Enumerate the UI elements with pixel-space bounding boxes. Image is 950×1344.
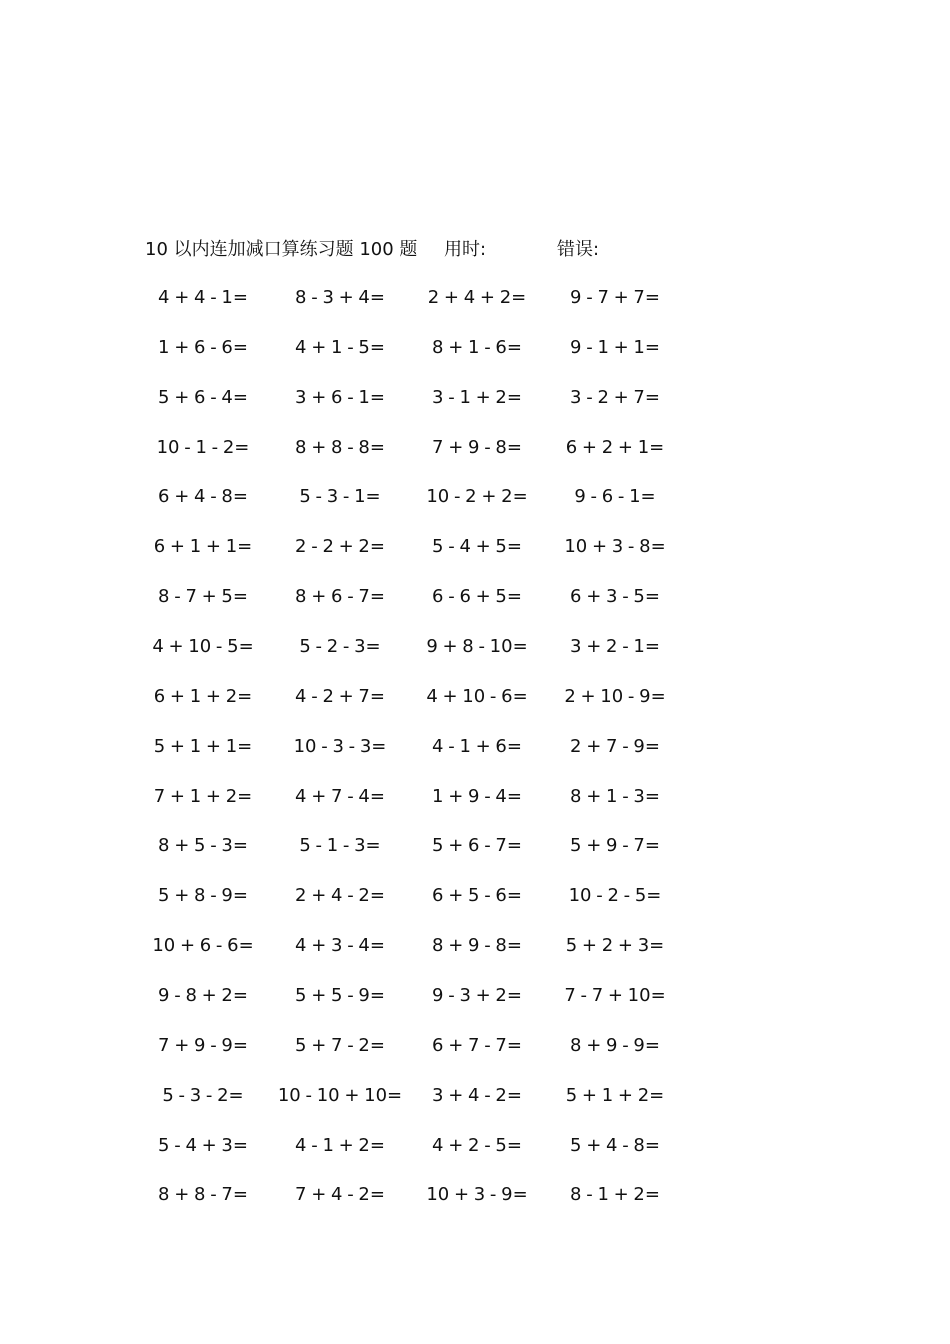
problem-item: 4 - 1 + 6= (432, 735, 522, 757)
problem-item: 4 + 4 - 1= (158, 287, 248, 308)
problem-row (0, 333, 950, 363)
problem-item: 5 - 3 - 2= (162, 1084, 244, 1106)
problem-row (0, 881, 950, 911)
problem-row (0, 1131, 950, 1161)
problem-item: 4 + 7 - 4= (295, 785, 385, 807)
problem-item: 9 - 7 + 7= (570, 287, 660, 308)
problem-item: 2 + 10 - 9= (564, 685, 666, 707)
problem-row (0, 831, 950, 861)
problem-item: 5 - 2 - 3= (299, 636, 381, 657)
problem-item: 4 + 3 - 4= (295, 935, 385, 957)
problem-item: 8 - 3 + 4= (295, 287, 385, 308)
worksheet-title: 10 以内连加减口算练习题 100 题 (145, 239, 418, 260)
problem-item: 4 + 10 - 6= (426, 685, 528, 707)
problem-row (0, 981, 950, 1011)
problem-item: 7 - 7 + 10= (564, 984, 666, 1006)
problem-item: 5 + 6 - 4= (158, 386, 248, 408)
problem-row (0, 1180, 950, 1210)
problem-item: 6 + 5 - 6= (432, 885, 522, 907)
problem-item: 6 + 4 - 8= (158, 486, 248, 508)
problem-row (0, 1081, 950, 1111)
problem-item: 5 + 7 - 2= (295, 1034, 385, 1056)
problem-item: 5 - 4 + 5= (432, 536, 522, 558)
problem-row (0, 283, 950, 313)
problem-row (0, 582, 950, 612)
problem-item: 3 + 2 - 1= (570, 636, 660, 657)
problem-item: 5 + 5 - 9= (295, 984, 385, 1006)
problem-item: 8 - 1 + 2= (570, 1184, 660, 1206)
problem-item: 5 + 4 - 8= (570, 1134, 660, 1156)
problem-item: 2 + 7 - 9= (570, 735, 660, 757)
problem-item: 5 + 2 + 3= (565, 935, 665, 957)
problem-item: 3 + 6 - 1= (295, 386, 385, 408)
problem-item: 7 + 4 - 2= (295, 1184, 385, 1206)
problem-item: 8 + 1 - 3= (570, 785, 660, 807)
problem-item: 5 + 8 - 9= (158, 885, 248, 907)
problem-item: 10 + 3 - 9= (426, 1184, 528, 1206)
problem-item: 7 + 9 - 9= (158, 1034, 248, 1056)
problem-item: 4 + 2 - 5= (432, 1134, 522, 1156)
problem-item: 7 + 9 - 8= (432, 436, 522, 458)
problem-item: 8 + 6 - 7= (295, 586, 385, 608)
problem-item: 3 + 4 - 2= (432, 1084, 522, 1106)
problem-item: 6 + 7 - 7= (432, 1034, 522, 1056)
problem-item: 3 - 2 + 7= (570, 386, 660, 408)
problem-item: 3 - 1 + 2= (432, 386, 522, 408)
problem-item: 10 - 1 - 2= (156, 436, 250, 458)
problem-item: 1 + 6 - 6= (158, 336, 248, 358)
problem-item: 10 - 3 - 3= (293, 735, 387, 757)
problem-item: 8 + 5 - 3= (158, 835, 248, 857)
problem-item: 9 - 3 + 2= (432, 984, 522, 1006)
problem-item: 8 + 9 - 9= (570, 1034, 660, 1056)
problem-item: 6 + 1 + 2= (153, 685, 253, 707)
problem-item: 10 - 2 - 5= (568, 885, 662, 907)
problem-item: 1 + 9 - 4= (432, 785, 522, 807)
problem-item: 9 - 1 + 1= (570, 336, 660, 358)
problem-item: 10 + 3 - 8= (564, 536, 666, 558)
problem-item: 5 + 6 - 7= (432, 835, 522, 857)
problem-row (0, 532, 950, 562)
problem-item: 2 + 4 - 2= (295, 885, 385, 907)
problem-row (0, 482, 950, 512)
problem-item: 7 + 1 + 2= (153, 785, 253, 807)
problem-item: 8 + 1 - 6= (432, 336, 522, 358)
time-label: 用时: (444, 239, 487, 260)
error-label: 错误: (557, 239, 600, 260)
problem-item: 2 - 2 + 2= (295, 536, 385, 558)
problem-item: 4 + 1 - 5= (295, 336, 385, 358)
problem-row (0, 682, 950, 712)
problem-row (0, 632, 950, 662)
problem-item: 5 + 1 + 2= (565, 1084, 665, 1106)
problem-item: 9 + 8 - 10= (426, 636, 528, 657)
problem-item: 5 - 4 + 3= (158, 1134, 248, 1156)
problem-item: 9 - 6 - 1= (574, 486, 656, 508)
problem-item: 6 + 3 - 5= (570, 586, 660, 608)
problem-item: 8 + 8 - 7= (158, 1184, 248, 1206)
problem-item: 5 + 9 - 7= (570, 835, 660, 857)
problem-item: 6 - 6 + 5= (432, 586, 522, 608)
problem-item: 10 - 2 + 2= (426, 486, 528, 508)
problem-item: 10 + 6 - 6= (152, 935, 254, 957)
problem-row (0, 782, 950, 812)
problem-row (0, 433, 950, 463)
problem-item: 8 + 8 - 8= (295, 436, 385, 458)
problem-item: 5 - 1 - 3= (299, 835, 381, 857)
problem-row (0, 732, 950, 762)
problem-item: 8 - 7 + 5= (158, 586, 248, 608)
problem-item: 2 + 4 + 2= (427, 287, 527, 308)
problem-item: 6 + 1 + 1= (153, 536, 253, 558)
problem-item: 5 + 1 + 1= (153, 735, 253, 757)
problem-row (0, 931, 950, 961)
problem-item: 8 + 9 - 8= (432, 935, 522, 957)
problem-item: 4 + 10 - 5= (152, 636, 254, 657)
problem-row (0, 383, 950, 413)
problem-item: 4 - 2 + 7= (295, 685, 385, 707)
problem-row (0, 1031, 950, 1061)
problem-item: 9 - 8 + 2= (158, 984, 248, 1006)
problem-item: 5 - 3 - 1= (299, 486, 381, 508)
problem-item: 4 - 1 + 2= (295, 1134, 385, 1156)
problem-item: 10 - 10 + 10= (277, 1084, 403, 1106)
problem-item: 6 + 2 + 1= (565, 436, 665, 458)
